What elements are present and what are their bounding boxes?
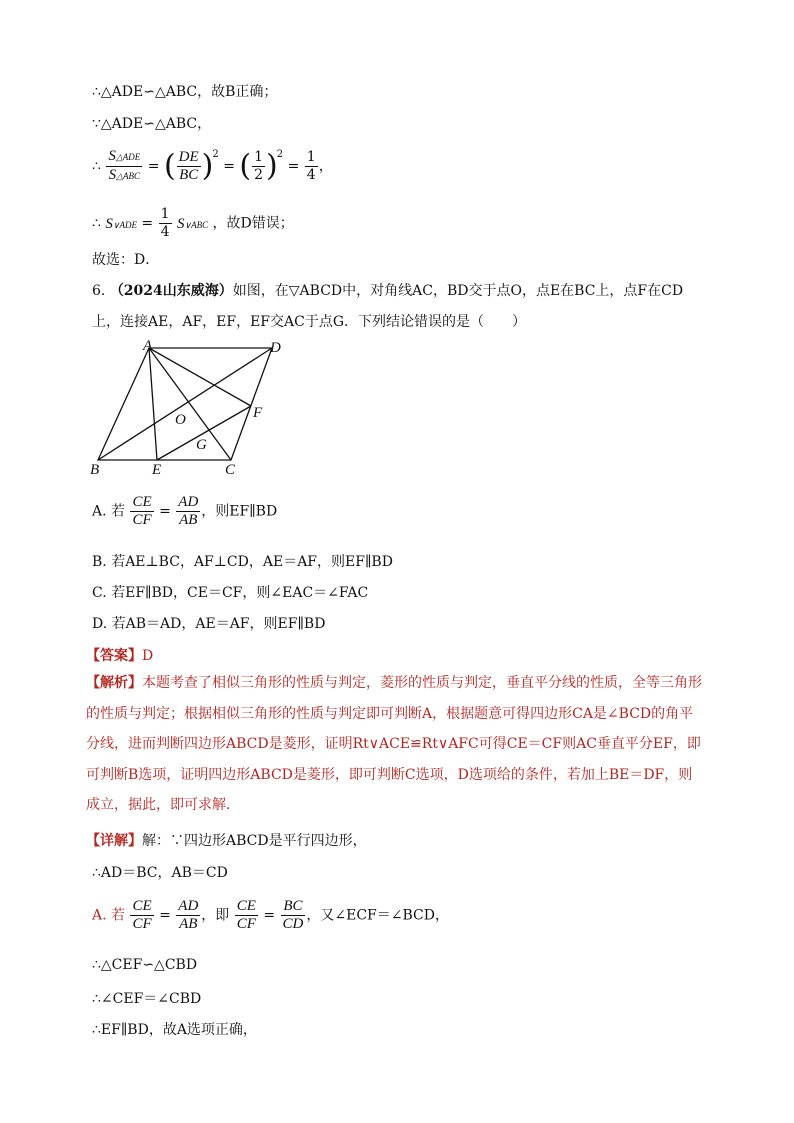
text-line: ∴△ADE∽△ABC，故B正确； bbox=[92, 84, 278, 100]
label-e: E bbox=[152, 462, 162, 478]
detail-line: ∴△CEF∽△CBD bbox=[92, 957, 198, 973]
formula-area: ∴ S∨ADE = $\frac{1}{4}$ S∨ABC ，故D错误； bbox=[92, 206, 294, 240]
detail-line: 【详解】解：∵四边形ABCD是平行四边形， bbox=[86, 833, 367, 849]
label-a: A bbox=[143, 338, 153, 354]
option-c: C. 若EF∥BD，CE＝CF，则∠EAC＝∠FAC bbox=[92, 585, 369, 601]
fraction: $\frac{1}{2}$ bbox=[254, 149, 264, 183]
detail-line: ∴AD＝BC，AB＝CD bbox=[92, 865, 228, 881]
detail-line: ∴EF∥BD，故A选项正确， bbox=[92, 1022, 257, 1038]
text-line: 故选：D． bbox=[92, 252, 160, 268]
label-b: B bbox=[90, 462, 100, 478]
answer: 【答案】D bbox=[86, 648, 154, 664]
segment-ae bbox=[149, 348, 157, 460]
fraction: $\frac{DE}{BC}$ bbox=[178, 149, 199, 183]
detail-line: ∴∠CEF＝∠CBD bbox=[92, 991, 202, 1007]
option-b: B. 若AE⊥BC，AF⊥CD，AE＝AF，则EF∥BD bbox=[92, 554, 393, 570]
formula-area-ratio: ∴ $\frac{\text{S△ADE}}{\text{S△ABC}}$ = ( $\frac{DE}{BC}$ )$^2$ = ( $\frac{1}{2}$ )$^2$ = $\frac{1}{4}$ ， bbox=[92, 148, 333, 184]
label-f: F bbox=[253, 405, 263, 421]
fraction: $\frac{1}{4}$ bbox=[306, 149, 316, 183]
diagonal-ac bbox=[149, 348, 231, 460]
label-g: G bbox=[196, 437, 207, 453]
fraction: $\frac{1}{4}$ bbox=[160, 206, 170, 240]
fraction: $\frac{\text{S△ADE}}{\text{S△ABC}}$ bbox=[108, 148, 141, 183]
text-line: ∵△ADE∽△ABC， bbox=[92, 116, 212, 132]
label-d: D bbox=[270, 340, 281, 356]
question-line: 上，连接AE，AF，EF，EF交AC于点G．下列结论错误的是（ ） bbox=[92, 314, 527, 330]
question-line: 6. （2024山东威海）如图，在▽ABCD中，对角线AC，BD交于点O，点E在BC上，点F在CD bbox=[92, 283, 684, 299]
option-d: D. 若AB＝AD，AE＝AF，则EF∥BD bbox=[92, 616, 326, 632]
parallelogram-figure bbox=[86, 338, 316, 478]
detail-line-fractions: A. 若 $\frac{CE}{CF}$ = $\frac{AD}{AB}$ ，即 $\frac{CE}{CF}$ = $\frac{BC}{CD}$ ，又∠ECF＝∠BCD， bbox=[92, 898, 449, 932]
segment-af bbox=[149, 348, 251, 406]
analysis: 【解析】本题考查了相似三角形的性质与判定，菱形的性质与判定，垂直平分线的性质，全等三角形的性质与判定；根据相似三角形的性质与判定即可判断A，根据题意可得四边形CA是∠BCD的角平分线，进而判断四边形ABCD是菱形，证明Rt∨ACE≌Rt∨AFC可得CE＝CF则AC垂直平分EF，即可判断B选项，证明四边形ABCD是菱形，即可判断C选项，D选项给的条件，若加上BE＝DF，则成立，据此，即可求解． bbox=[86, 675, 702, 813]
label-o: O bbox=[175, 412, 186, 428]
label-c: C bbox=[225, 462, 236, 478]
option-a: A. 若 $\frac{CE}{CF}$ = $\frac{AD}{AB}$ ，则EF∥BD bbox=[92, 494, 278, 528]
